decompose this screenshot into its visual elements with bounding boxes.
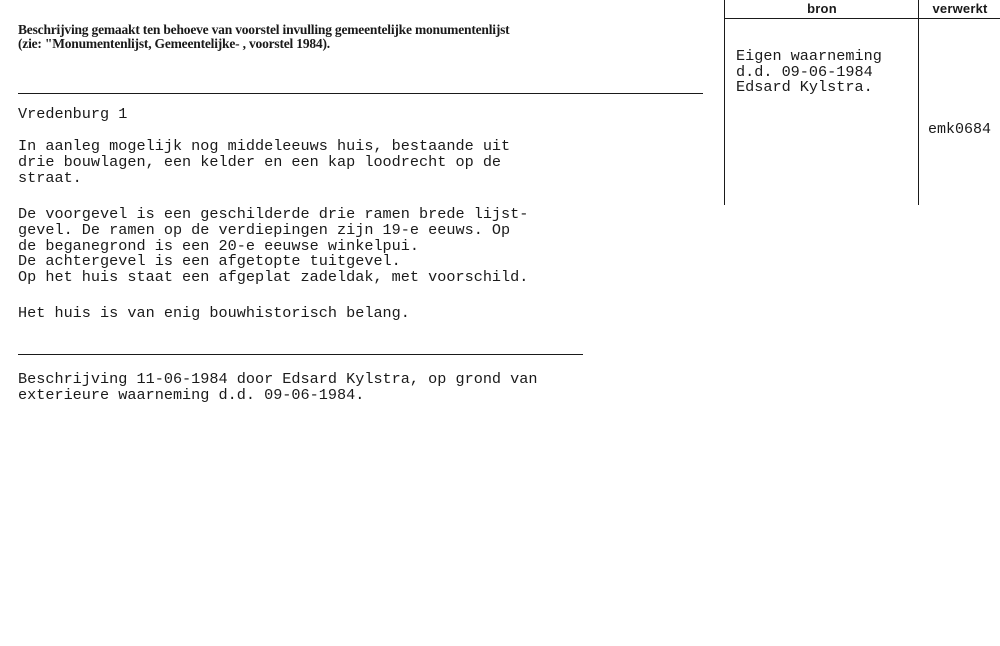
- table-column-divider: [918, 0, 919, 205]
- bottom-divider: [18, 354, 583, 355]
- footer-note: [18, 372, 618, 404]
- text-line: straat.: [18, 168, 82, 187]
- text-line: Op het huis staat een afgeplat zadeldak, met voorschild.: [18, 268, 529, 287]
- intro-line: (zie: "Monumentenlijst, Gemeentelijke- , voorstel 1984).: [18, 36, 330, 51]
- bron-entry: [736, 49, 882, 96]
- intro-heading: [18, 23, 708, 51]
- verwerkt-reference: emk0684: [928, 121, 992, 138]
- text-line: gevel. De ramen op de verdiepingen zijn 19-e eeuws. Op: [18, 220, 511, 239]
- text-line: drie bouwlagen, een kelder en een kap loodrecht op de: [18, 152, 502, 171]
- text-line: exterieure waarneming d.d. 09-06-1984.: [18, 385, 365, 404]
- top-divider: [18, 93, 703, 94]
- paragraph-3: Het huis is van enig bouwhistorisch belang.: [18, 304, 410, 322]
- paragraph-1: [18, 139, 618, 186]
- table-left-border: [724, 0, 725, 205]
- text-line: Beschrijving 11-06-1984 door Edsard Kylstra, op grond van: [18, 370, 538, 388]
- bron-line: d.d. 09-06-1984: [736, 62, 873, 81]
- table-header-rule: [724, 18, 1000, 19]
- text-line: de beganegrond is een 20-e eeuwse winkelpui.: [18, 236, 420, 255]
- intro-line: Beschrijving gemaakt ten behoeve van voorstel invulling gemeentelijke monumentenlijst: [18, 22, 510, 37]
- bron-line: Eigen waarneming: [736, 47, 882, 65]
- address-title: Vredenburg 1: [18, 105, 128, 123]
- verwerkt-header: verwerkt: [932, 1, 988, 16]
- bron-line: Edsard Kylstra.: [736, 78, 873, 96]
- text-line: In aanleg mogelijk nog middeleeuws huis, bestaande uit: [18, 137, 511, 155]
- bron-header: bron: [807, 1, 837, 16]
- text-line: De achtergevel is een afgetopte tuitgevel.: [18, 252, 401, 271]
- text-line: De voorgevel is een geschilderde drie ramen brede lijst-: [18, 205, 529, 223]
- paragraph-2: [18, 207, 618, 286]
